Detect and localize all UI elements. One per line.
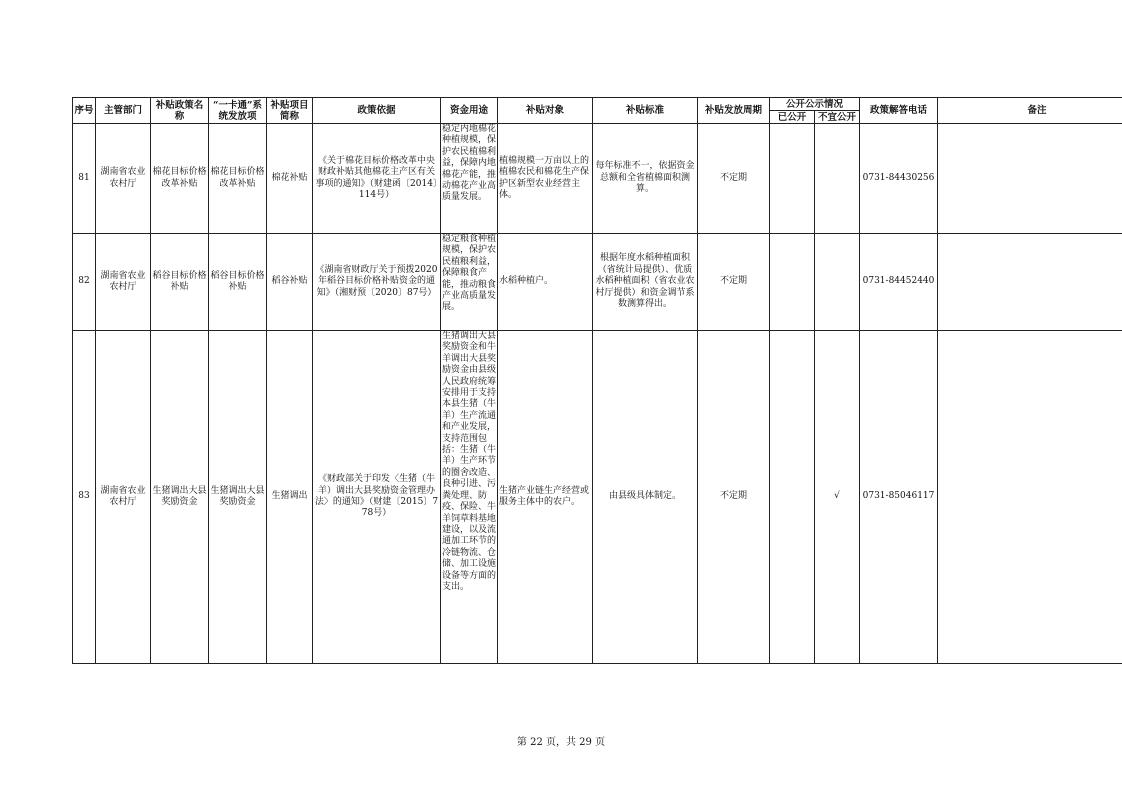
table-row [73, 234, 1122, 331]
row-phone: 0731-84452440 [860, 234, 938, 331]
page-number: 第 22 页，共 29 页 [516, 737, 606, 748]
row-short-name: 棉花补贴 [267, 124, 313, 234]
row-card-item: 稻谷目标价格补贴 [209, 234, 267, 331]
row-card-item: 棉花目标价格改革补贴 [209, 124, 267, 234]
row-no: 81 [73, 124, 96, 234]
row-dept: 湖南省农业农村厅 [96, 124, 151, 234]
table-row [73, 331, 1122, 664]
row-basis: 《财政部关于印发〈生猪（牛羊）调出大县奖励资金管理办法〉的通知》（财建〔2015〕778号） [313, 331, 441, 664]
row-remark [938, 124, 1122, 234]
header-basis: 政策依据 [313, 98, 441, 124]
row-policy-name: 棉花目标价格改革补贴 [151, 124, 209, 234]
header-card-item: “一卡通”系统发放项 [209, 98, 267, 124]
header-no: 序号 [73, 98, 96, 124]
header-dept: 主管部门 [96, 98, 151, 124]
row-disclosed [770, 331, 815, 664]
row-card-item: 生猪调出大县奖励资金 [209, 331, 267, 664]
header-disclosure: 公开公示情况 [770, 98, 860, 111]
header-row-top [73, 98, 1122, 111]
row-not-disclosable [815, 234, 860, 331]
row-cycle: 不定期 [698, 234, 770, 331]
row-short-name: 稻谷补贴 [267, 234, 313, 331]
header-phone: 政策解答电话 [860, 98, 938, 124]
header-short-name: 补贴项目简称 [267, 98, 313, 124]
row-usage: 生猪调出大县奖励资金和牛羊调出大县奖励资金由县级人民政府统筹安排用于支持本县生猪（牛羊）生产流通和产业发展，支持范围包括：生猪（牛羊）生产环节的圈舍改造、良种引进、污粪处理、防疫、保险、牛羊饲草料基地建设，以及流通加工环节的冷链物流、仓储、加工设施设备等方面的支出。 [441, 331, 498, 664]
row-no: 83 [73, 331, 96, 664]
row-target: 植棉规模一万亩以上的植棉农民和棉花生产保护区新型农业经营主体。 [498, 124, 593, 234]
header-usage: 资金用途 [441, 98, 498, 124]
row-target: 生猪产业链生产经营或服务主体中的农户。 [498, 331, 593, 664]
row-not-disclosable [815, 124, 860, 234]
subsidy-policy-table [72, 97, 1122, 664]
row-no: 82 [73, 234, 96, 331]
row-usage: 稳定粮食种植规模，保护农民植粮利益，保障粮食产能，推动粮食产业高质量发展。 [441, 234, 498, 331]
row-disclosed [770, 234, 815, 331]
header-remark: 备注 [938, 98, 1122, 124]
row-not-disclosable: √ [815, 331, 860, 664]
row-cycle: 不定期 [698, 124, 770, 234]
row-dept: 湖南省农业农村厅 [96, 331, 151, 664]
row-remark [938, 234, 1122, 331]
header-standard: 补贴标准 [593, 98, 698, 124]
row-phone: 0731-84430256 [860, 124, 938, 234]
header-disclosed: 已公开 [770, 111, 815, 124]
header-cycle: 补贴发放周期 [698, 98, 770, 124]
row-standard: 根据年度水稻种植面积（省统计局提供）、优质水稻种植面积（省农业农村厅提供）和资金调节系数测算得出。 [593, 234, 698, 331]
row-usage: 稳定内地棉花种植规模，保护农民植棉利益，保障内地棉花产能，推动棉花产业高质量发展。 [441, 124, 498, 234]
row-basis: 《湖南省财政厅关于预拨2020年稻谷目标价格补贴资金的通知》（湘财预〔2020〕87号） [313, 234, 441, 331]
header-target: 补贴对象 [498, 98, 593, 124]
row-policy-name: 稻谷目标价格补贴 [151, 234, 209, 331]
row-basis: 《关于棉花目标价格改革中央财政补贴其他棉花主产区有关事项的通知》（财建函〔2014〕114号） [313, 124, 441, 234]
row-target: 水稻种植户。 [498, 234, 593, 331]
table-row [73, 124, 1122, 234]
row-cycle: 不定期 [698, 331, 770, 664]
header-not-disclosable: 不宜公开 [815, 111, 860, 124]
row-phone: 0731-85046117 [860, 331, 938, 664]
header-policy-name: 补贴政策名称 [151, 98, 209, 124]
row-standard: 由县级具体制定。 [593, 331, 698, 664]
row-disclosed [770, 124, 815, 234]
row-policy-name: 生猪调出大县奖励资金 [151, 331, 209, 664]
row-remark [938, 331, 1122, 664]
row-dept: 湖南省农业农村厅 [96, 234, 151, 331]
row-short-name: 生猪调出 [267, 331, 313, 664]
row-standard: 每年标准不一，依据资金总额和全省植棉面积测算。 [593, 124, 698, 234]
